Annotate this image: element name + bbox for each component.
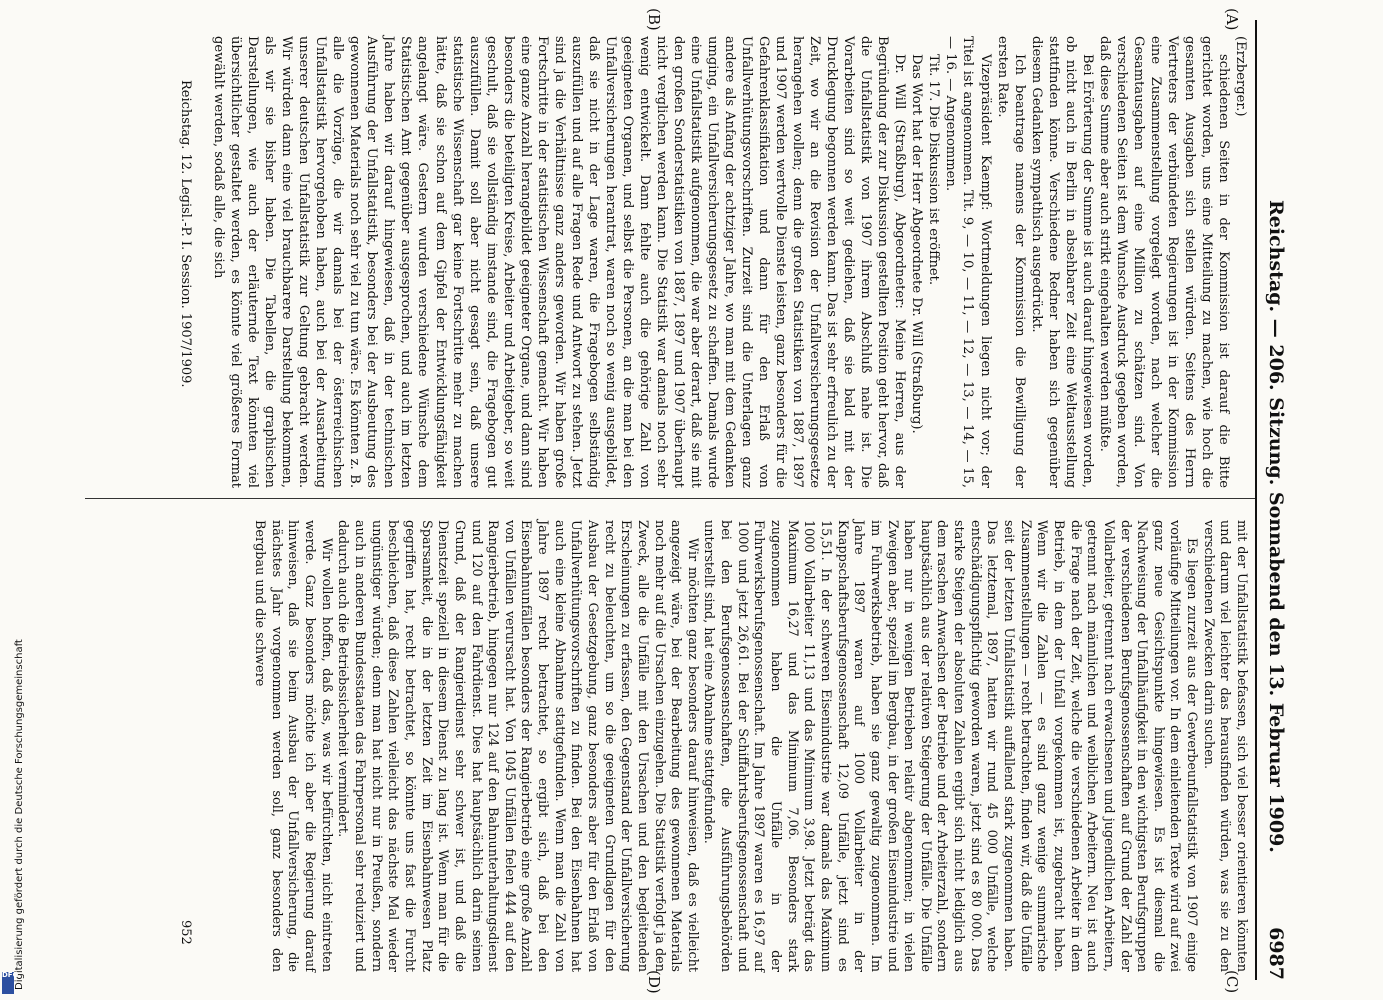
paragraph: schiedenen Seiten in der Kommission ist darauf die Bitte gerichtet worden, uns eine Mitteilung zu machen, wie hoch die gesamten Ausgaben sich stellen würden. Seitens des Herrn Vertreters der verbündeten Regierungen ist in der Kommission eine Zusammenstellung vorgelegt worden, nach welcher die Gesamtausgaben auf eine Million zu schätzen sind. Von verschiedenen Seiten ist dem Wunsche Ausdruck gegeben worden, daß diese Summe aber auch strikt eingehalten werden müßte. bbox=[1096, 36, 1231, 488]
paragraph: mit der Unfallstatistik befassen, sich viel besser orientieren könnten und darum viel leichter das herausfinden würden, was sie zu den verschiedenen Zwecken darin suchen. bbox=[1200, 520, 1249, 972]
dfg-logo-icon: DFG bbox=[2, 972, 14, 994]
paragraph: Wir wollen hoffen, daß das, was wir befürchten, nicht eintreten werde. Ganz besonders möchte ich aber die Regierung darauf hinweisen, daß sie beim Ausbau der Unfallversicherung, die nächstes Jahr vorgenommen werden soll, ganz besonders den Bergbau und die schwere bbox=[252, 520, 334, 972]
speaker-tag: (Erzberger.) bbox=[1233, 36, 1248, 117]
paragraph: Das Wort hat der Herr Abgeordnete Dr. Will (Straßburg). bbox=[909, 54, 925, 434]
paragraph: Es liegen zurzeit aus der Gewerbeunfallstatistik von 1907 einige vorläufige Mitteilungen vor. In dem einleitenden Texte wird auf zwei ganz neue Gesichtspunkte hingewiesen. Es ist diesmal die Nachweisung der Unfallhäufigkeit in den wichtigsten Berufsgruppen der verschiedenen Berufsgenossenschaften auf Grund der Zahl der Vollarbeiter, getrennt nach erwachsenen und jugendlichen Arbeitern, getrennt nach männlichen und weiblichen Arbeitern. Neu ist auch die Frage nach der Zeit, welche die verschiedenen Arbeiter in dem Betrieb, in dem der Unfall vorgekommen ist, zugebracht haben. Wenn wir die Zahlen — es sind ganz wenige summarische Zusammenstellungen — recht betrachten, finden wir, daß die Unfälle seit der letzten Unfallstatistik auffallend stark zugenommen haben. Das letztemal, 1897, hatten wir rund 45 000 Unfälle, welche entschädigungspflichtig geworden waren, jetzt sind es 80 000. Das starke Steigen der absoluten Zahlen ergibt sich nicht lediglich aus dem raschen Anwachsen der Betriebe und der Arbeiterzahl, sondern hauptsächlich aus der relativen Steigerung der Unfälle. Die Unfälle haben nur in wenigen Betrieben relativ abgenommen; in vielen Zweigen aber, speziell im Bergbau, in der großen Eisenindustrie und im Fuhrwerksbetrieb, haben sie ganz gewaltig zugenommen. Im Jahre 1897 waren auf 1000 Vollarbeiter in der Knappschaftsberufsgenossenschaft 12,09 Unfälle, jetzt sind es 15,51. In der schweren Eisenindustrie war damals das Maximum 1000 Vollarbeiter 11,13 und das Minimum 3,98. Jetzt beträgt das Maximum 16,27 und das Minimum 7,06. Besonders stark zugenommen haben die Unfälle in der Fuhrwerksberufsgenossenschaft. Im Jahre 1897 waren es 16,97 auf 1000 und jetzt 26,61. Bei der Schiffahrtsberufsgenossenschaft und bei den Berufsgenossenschaften, die Ausführungsbehörden unterstellt sind, hat eine Abnahme stattgefunden. bbox=[701, 520, 1200, 972]
margin-letter-a: (A) bbox=[1223, 8, 1241, 31]
paragraph: Ich beantrage namens der Kommission die Bewilligung der ersten Rate. bbox=[994, 36, 1027, 488]
page-footer-left: Reichstag. 12. Legisl.-P. I. Session. 1907/1909. bbox=[178, 80, 193, 388]
page-header bbox=[1257, 20, 1287, 980]
margin-letter-c: (C) bbox=[1223, 970, 1241, 994]
margin-letter-d: (D) bbox=[645, 970, 663, 994]
margin-letter-b: (B) bbox=[645, 8, 663, 31]
digitization-credit bbox=[2, 600, 25, 1000]
rotated-page bbox=[3, 8, 1293, 994]
right-column bbox=[251, 520, 1249, 972]
paragraph: Vizepräsident Kaempf: Wortmeldungen liegen nicht vor; der Titel ist angenommen. Tit. 9, — 10, — 11, — 12, — 13, — 14, — 15, — 16. — Angenommen. bbox=[943, 36, 993, 488]
column-divider bbox=[85, 498, 1255, 499]
page-number: 6987 bbox=[1265, 927, 1287, 980]
digitization-credit-text: Digitalisierung gefördert durch die Deutsche Forschungsgemeinschaft bbox=[14, 639, 25, 990]
header-rule bbox=[1255, 20, 1257, 980]
page-footer-right: 952 bbox=[178, 920, 193, 945]
paragraph: Dr. Will (Straßburg), Abgeordneter: Meine Herren, aus der Begründung der zur Diskussion gestellten Position geht hervor, daß die Unfallstatistik von 1907 ihrem Abschluß nahe ist. Die Vorarbeiten sind so weit gediehen, daß sie bald mit der Drucklegung begonnen werden kann. Das ist sehr erfreulich zu der Zeit, wo wir an die Revision der Unfallversicherungsgesetze herangehen wollen; denn die großen Statistiken von 1887, 1897 und 1907 werden wertvolle Dienste leisten, ganz besonders für die Gefahrenklassifikation und dann für den Erlaß von Unfallverhütungsvorschriften. Zurzeit sind die Unterlagen ganz andere als Anfang der achtziger Jahre, wo man mit dem Gedanken umging, ein Unfallversicherungsgesetz zu schaffen. Damals wurde eine Unfallstatistik aufgenommen, die war aber derart, daß sie mit den großen Sonderstatistiken von 1887, 1897 und 1907 überhaupt nicht verglichen werden kann. Die Statistik war damals noch sehr wenig entwickelt. Dann fehlte auch die gehörige Zahl von geeigneten Organen, und selbst die Personen, an die man bei den Unfallversicherungen herantrat, waren noch so wenig ausgebildet, daß sie nicht in der Lage waren, die Fragebogen selbständig auszufüllen und auf alle Fragen Rede und Antwort zu stehen. Jetzt sind ja die Verhältnisse ganz anders geworden. Wir haben große Fortschritte in der statistischen Wissenschaft gemacht. Wir haben eine ganze Anzahl herangebildet geeigneter Organe, und dann sind besonders die beteiligten Kreise, Arbeiter und Arbeitgeber, so weit geschult, daß sie vollständig imstande sind, die Fragebogen gut auszufüllen. Damit soll aber nicht gesagt sein, daß unsere statistische Wissenschaft gar keine Fortschritte mehr zu machen hätte, daß sie schon auf dem Gipfel der Entwicklungsfähigkeit angelangt wäre. Gestern wurden verschiedene Wünsche dem Statistischen Amt gegenüber ausgesprochen, und auch im letzten Jahre haben wir darauf hingewiesen, daß in der technischen Ausführung der Unfallstatistik, besonders bei der Ausbeutung des gewonnenen Materials noch sehr viel zu tun wäre. Es könnten z. B. alle die Vorzüge, die wir damals bei der österreichischen Unfallstatistik hervorgehoben haben, auch bei der Ausarbeitung unserer deutschen Unfallstatistik zur Geltung gebracht werden. Wir würden dann eine viel brauchbarere Darstellung bekommen, als wir sie bisher haben. Die Tabellen, die graphischen Darstellungen, wie auch der erläuternde Text könnten viel übersichtlicher gestaltet werden, es könnte viel größeres Format gewählt werden, sodaß alle, die sich bbox=[211, 36, 908, 488]
paragraph: Bei Erörterung der Summe ist auch darauf hingewiesen worden, ob nicht auch in Berlin in absehbarer Zeit eine Weltausstellung stattfinden könne. Verschiedene Redner haben sich gegenüber diesem Gedanken sympathisch ausgedrückt. bbox=[1028, 36, 1095, 488]
running-head: Reichstag. — 206. Sitzung. Sonnabend den 13. Februar 1909. bbox=[1265, 200, 1287, 853]
left-column bbox=[210, 36, 1249, 488]
paragraph: Tit. 17. Die Diskussion ist eröffnet. bbox=[926, 54, 942, 286]
paragraph: Wir möchten ganz besonders darauf hinweisen, daß es vielleicht angezeigt wäre, bei der Bearbeitung des gewonnenen Materials noch mehr auf die Ursachen einzugehen. Die Statistik verfolgt ja den Zweck, alle die Unfälle mit den Ursachen und den begleitenden Erscheinungen zu erfassen, den Gegenstand der Unfallversicherung recht zu beleuchten, um so die geeigneten Grundlagen für den Ausbau der Gesetzgebung, ganz besonders aber für den Erlaß von Unfallverhütungsvorschriften zu finden. Bei den Eisenbahnen hat auch eine kleine Abnahme stattgefunden. Wenn man die Zahl von Jahre 1897 recht betrachtet, so ergibt sich, daß bei den Eisenbahnunfällen besonders der Rangierbetrieb eine große Anzahl von Unfällen verursacht hat. Von 1045 Unfällen fielen 444 auf den Rangierbetrieb, hingegen nur 124 auf den Bahnunterhaltungsdienst und 120 auf den Fahrdienst. Dies hat hauptsächlich darin seinen Grund, daß der Rangierdienst sehr schwer ist, und daß die Dienstzeit speziell in diesem Dienst zu lang ist. Wenn man für die Sparsamkeit, die in der letzten Zeit im Eisenbahnwesen Platz gegriffen hat, recht betrachtet, so könnte uns fast die Furcht beschleichen, daß diese Zahlen vielleicht das nächste Mal wieder ungünstiger würden; denn man hat nicht nur in Preußen, sondern auch in anderen Bundesstaaten das Fahrpersonal sehr reduziert und dadurch auch die Betriebssicherheit vermindert. bbox=[335, 520, 700, 972]
